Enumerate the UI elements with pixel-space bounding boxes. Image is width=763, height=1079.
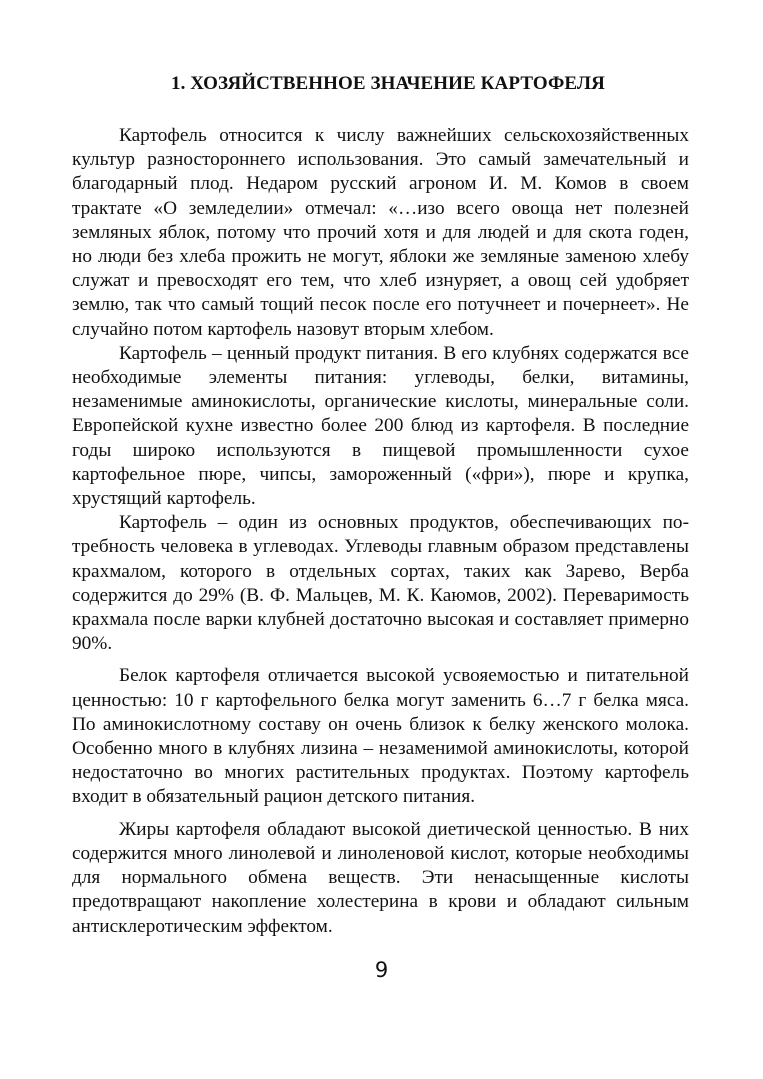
paragraph-4: Белок картофеля отличается высокой усвояемостью и питательной ценностью: 10 г картофельного белка могут заменить 6…7 г белка мяса. По аминокислотному составу он очень близок к белку женского молока. Особенно много в клубнях лизина – незаменимой аминокислоты, которой недостаточно во многих растительных продуктах. Поэтому картофель входит в обязательный рацион детского питания. bbox=[72, 665, 689, 808]
paragraph-5: Жиры картофеля обладают высокой диетической ценностью. В них содержится много линолевой и линоленовой кислот, которые необходимы для нормального обмена веществ. Эти ненасыщенные кислоты предотвращают накопление холестерина в крови и обладают сильным антисклеротическим эффектом. bbox=[72, 818, 689, 937]
body-text bbox=[72, 124, 689, 939]
paragraph-1: Картофель относится к числу важнейших сельскохозяйственных культур разностороннего использования. Это самый замечательный и благодарный плод. Недаром русский агроном И. М. Комов в своем трактате «О земледелии» отмечал: «…изо всего овоща нет полезней земляных яблок, потому что прочий хотя и для людей и для скота годен, но люди без хлеба прожить не могут, яблоки же земляные заменою хлебу служат и превосходят его тем, что хлеб изнуряет, а овощ сей удобряет землю, так что самый тощий песок после его потучнеет и почернеет». Не случайно потом картофель назовут вторым хлебом. bbox=[72, 125, 689, 340]
page-content bbox=[72, 70, 689, 939]
paragraph-3: Картофель – один из основных продуктов, обеспечивающих потребность человека в углеводах. Углеводы главным образом представлены крахмалом, которого в отдельных сортах, таких как Зарево, Верба содержится до 29% (В. Ф. Мальцев, М. К. Каюмов, 2002). Переваримость крахмала после варки клубней достаточно высокая и составляет примерно 90%. bbox=[72, 512, 689, 655]
page-number: 9 bbox=[374, 958, 389, 982]
chapter-heading: 1. ХОЗЯЙСТВЕННОЕ ЗНАЧЕНИЕ КАРТОФЕЛЯ bbox=[171, 73, 605, 94]
paragraph-2: Картофель – ценный продукт питания. В его клубнях содержатся все необходимые элементы питания: углеводы, белки, витамины, незаменимые аминокислоты, органические кислоты, минеральные соли. Европейской кухне известно более 200 блюд из картофеля. В последние годы широко используются в пищевой промышленности сухое картофельное пюре, чипсы, замороженный («фри»), пюре и крупка, хрустящий картофель. bbox=[72, 342, 689, 510]
